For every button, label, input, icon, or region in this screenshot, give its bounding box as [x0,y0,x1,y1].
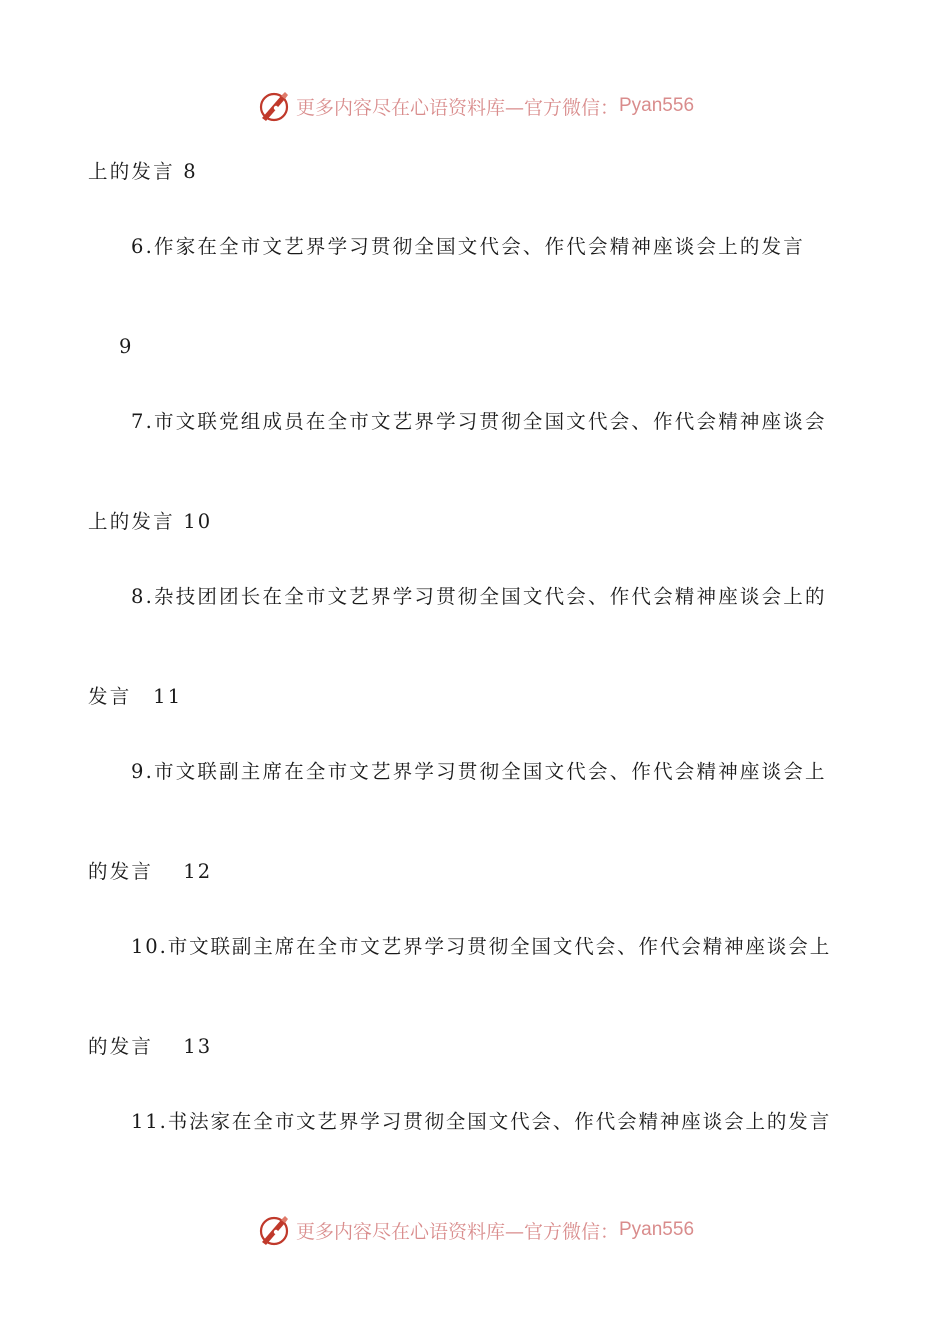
banner-text: 更多内容尽在心语资料库—官方微信： [295,1220,619,1243]
toc-line: 8.杂技团团长在全市文艺界学习贯彻全国文代会、作代会精神座谈会上的 [131,585,827,608]
toc-line: 6.作家在全市文艺界学习贯彻全国文代会、作代会精神座谈会上的发言 [131,235,806,258]
toc-line: 上的发言 8 [88,160,198,183]
toc-line: 上的发言 10 [88,510,213,533]
toc-line: 的发言 13 [88,1035,213,1058]
toc-line: 的发言 12 [88,860,213,883]
footer-watermark-banner [0,1210,950,1250]
toc-line: 11.书法家在全市文艺界学习贯彻全国文代会、作代会精神座谈会上的发言 [131,1110,832,1133]
toc-line: 10.市文联副主席在全市文艺界学习贯彻全国文代会、作代会精神座谈会上 [131,935,832,958]
pen-circle-logo-icon [256,88,292,124]
banner-wechat-id: Pyan556 [619,1219,695,1240]
banner-text: 更多内容尽在心语资料库—官方微信： [295,96,619,119]
header-watermark-banner [0,86,950,126]
banner-wechat-id: Pyan556 [619,95,695,116]
pen-circle-logo-icon [256,1212,292,1248]
toc-line: 7.市文联党组成员在全市文艺界学习贯彻全国文代会、作代会精神座谈会 [131,410,827,433]
toc-line: 9.市文联副主席在全市文艺界学习贯彻全国文代会、作代会精神座谈会上 [131,760,827,783]
toc-line: 9 [119,335,134,358]
toc-line: 发言 11 [88,685,183,708]
